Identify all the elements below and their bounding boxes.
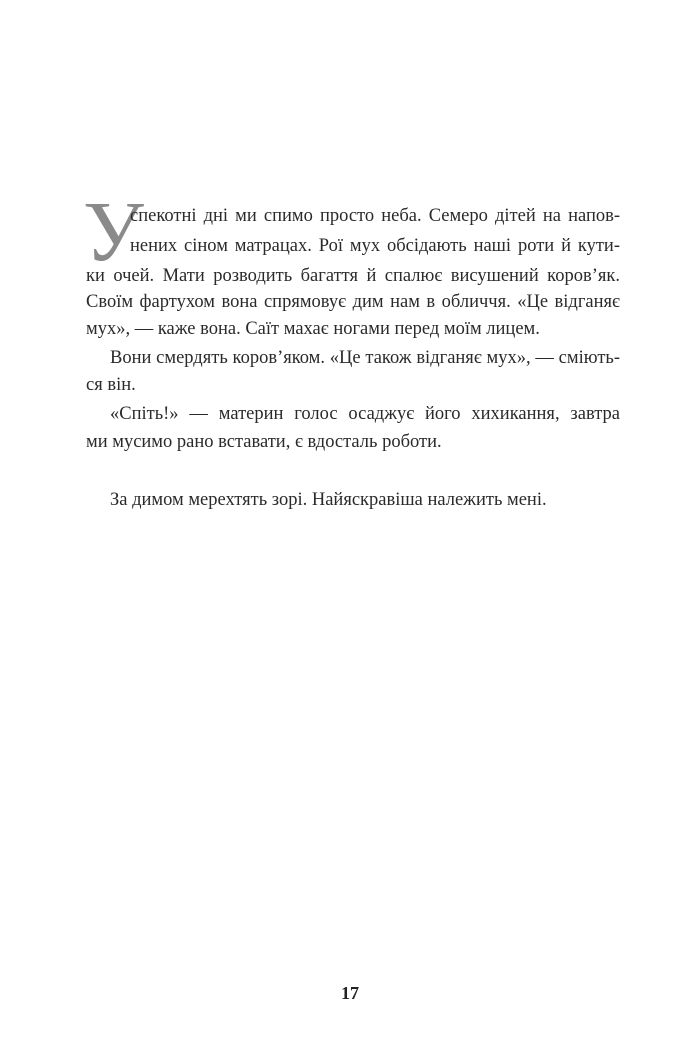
text-line: «Спіть!» — материн голос осаджує його хихикання, завтра bbox=[110, 404, 620, 424]
text-line: мух», — каже вона. Саїт махає ногами перед моїм лицем. bbox=[86, 319, 540, 339]
page-number: 17 bbox=[341, 983, 359, 1003]
drop-cap: У bbox=[83, 183, 144, 279]
text-line: ми мусимо рано вставати, є вдосталь роботи. bbox=[86, 432, 442, 452]
text-line: нених сіном матрацах. Рої мух обсідають наші роти й кути- bbox=[130, 236, 620, 256]
text-line: За димом мерехтять зорі. Найяскравіша належить мені. bbox=[110, 490, 547, 510]
text-line: ки очей. Мати розводить багаття й спалює висушений коров’як. bbox=[86, 266, 620, 286]
text-line: спекотні дні ми спимо просто неба. Семеро дітей на напов- bbox=[130, 206, 620, 226]
text-line: Вони смердять коров’яком. «Це також відганяє мух», — сміють- bbox=[110, 348, 620, 368]
text-line: ся він. bbox=[86, 375, 136, 395]
text-line: Своїм фартухом вона спрямовує дим нам в обличчя. «Це відганяє bbox=[86, 292, 620, 312]
